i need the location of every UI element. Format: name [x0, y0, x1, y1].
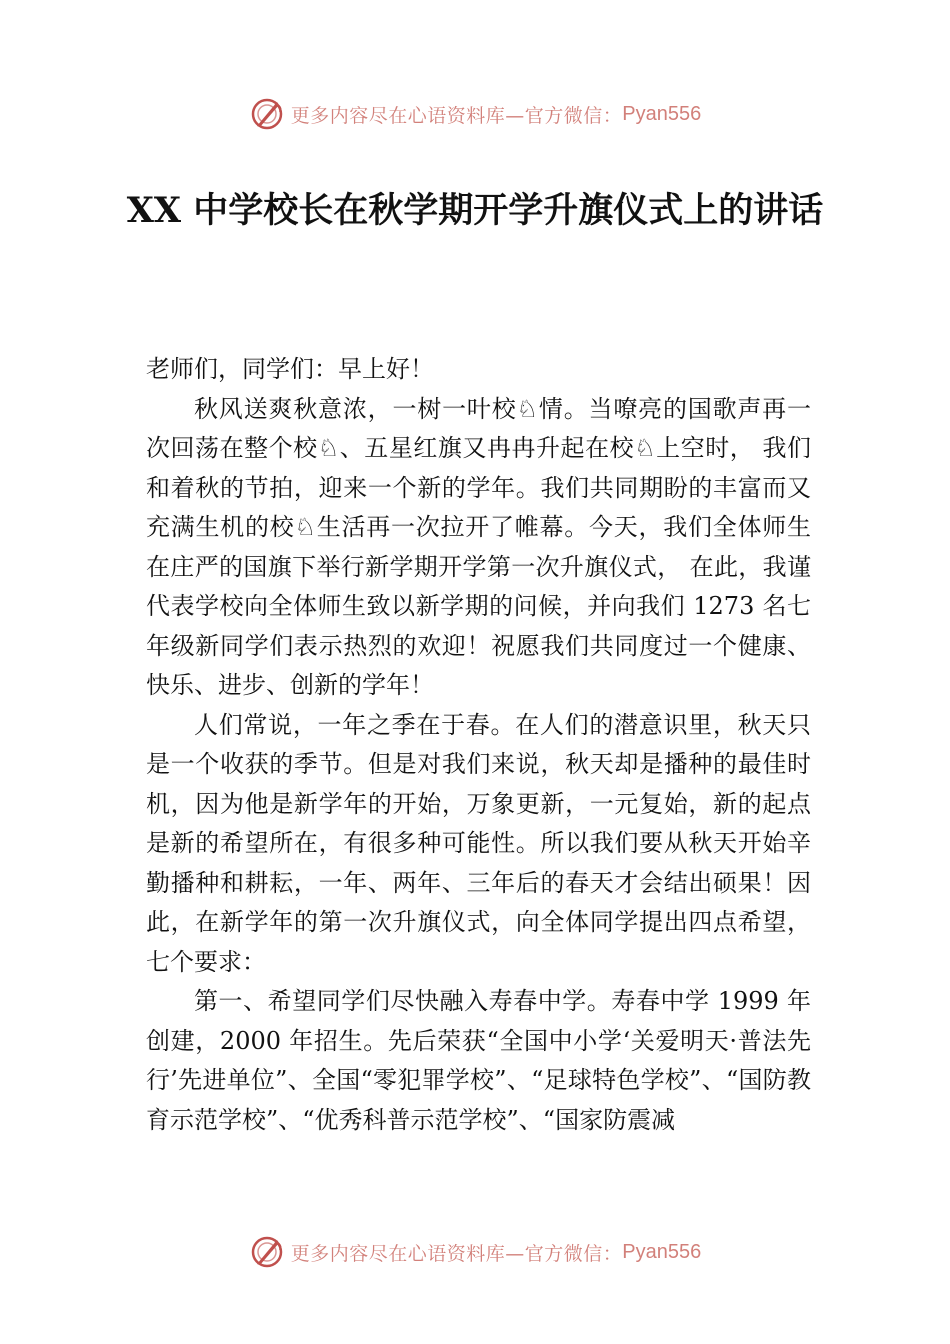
header-banner-text: 更多内容尽在心语资料库—官方微信：: [290, 104, 623, 127]
paragraph-2: 人们常说，一年之季在于春。在人们的潜意识里，秋天只是一个收获的季节。但是对我们来说，秋天却是播种的最佳时机，因为他是新学年的开始，万象更新，一元复始，新的起点是新的希望所在，有很多种可能性。所以我们要从秋天开始辛勤播种和耕耘，一年、两年、三年后的春天才会结出硕果！因此，在新学年的第一次升旗仪式，向全体同学提出四点希望，七个要求：: [146, 710, 811, 976]
quill-logo-icon: [249, 96, 285, 132]
document-title: XX 中学校长在秋学期开学升旗仪式上的讲话: [126, 190, 824, 231]
paragraph-3: 第一、希望同学们尽快融入寿春中学。寿春中学 1999 年创建，2000 年招生。先后荣获“全国中小学‘关爱明天·普法先行’先进单位”、全国“零犯罪学校”、“足球特色学校”、“国防教育示范学校”、“优秀科普示范学校”、“国家防震减: [146, 987, 811, 1134]
document-body: [146, 350, 811, 1140]
paragraph-1: 秋风送爽秋意浓，一树一叶校♘情。当嘹亮的国歌声再一次回荡在整个校♘、五星红旗又冉冉升起在校♘上空时， 我们和着秋的节拍，迎来一个新的学年。我们共同期盼的丰富而又充满生机的校♘生活再一次拉开了帷幕。今天，我们全体师生在庄严的国旗下举行新学期开学第一次升旗仪式， 在此，我谨代表学校向全体师生致以新学期的问候，并向我们 1273 名七年级新同学们表示热烈的欢迎！祝愿我们共同度过一个健康、快乐、进步、创新的学年！: [146, 394, 811, 699]
header-banner-handle: Pyan556: [622, 102, 702, 125]
footer-banner-handle: Pyan556: [622, 1240, 702, 1263]
header-watermark-banner: [0, 94, 950, 134]
greeting: 老师们，同学们：早上好！: [146, 355, 434, 383]
footer-banner-text: 更多内容尽在心语资料库—官方微信：: [290, 1242, 623, 1265]
quill-logo-icon: [249, 1234, 285, 1270]
footer-watermark-banner: [0, 1232, 950, 1272]
